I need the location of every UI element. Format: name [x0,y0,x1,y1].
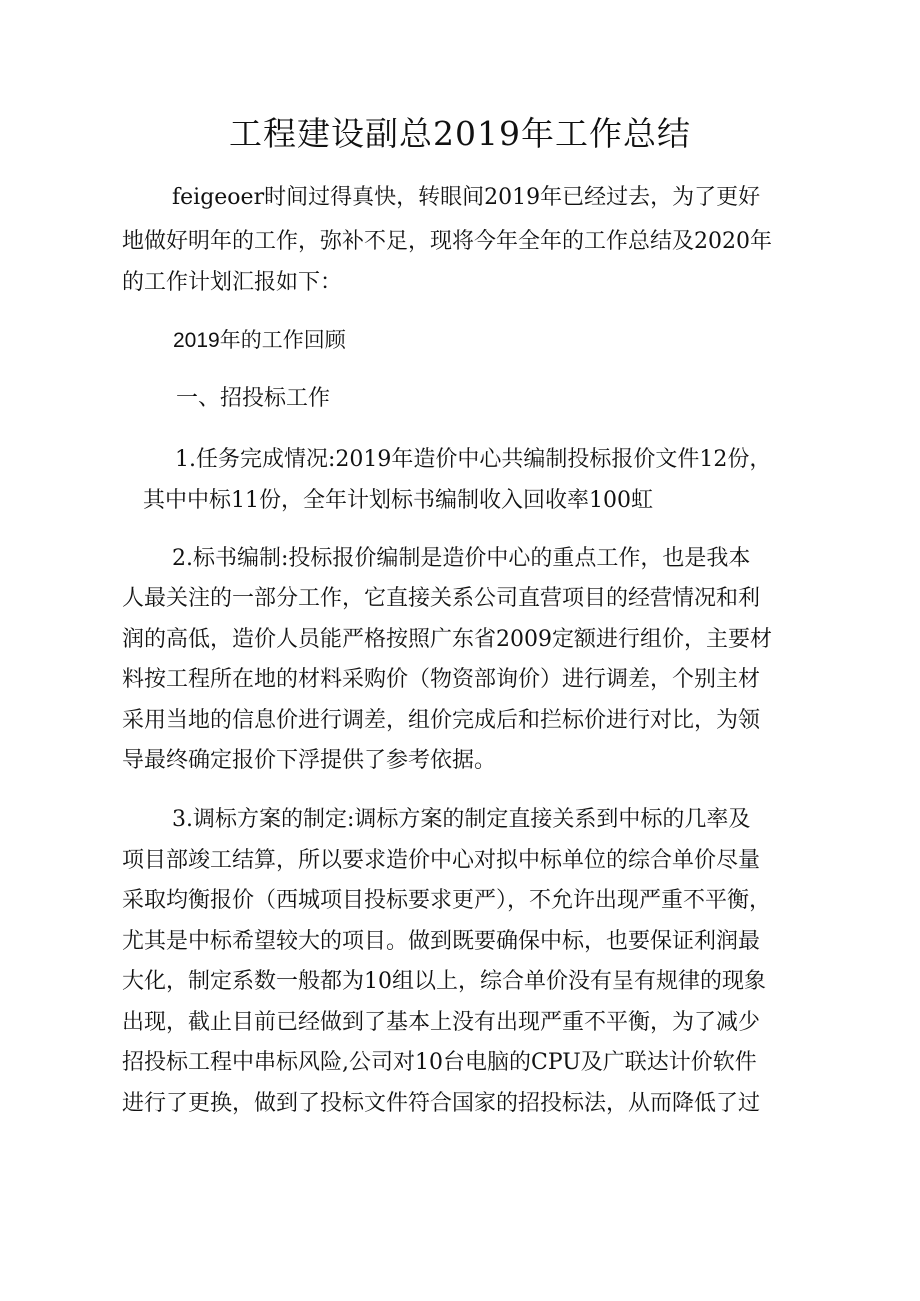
item3-line-4: 尤其是中标希望较大的项目。做到既要确保中标，也要保证利润最 [122,929,761,954]
section-heading: 2019年的工作回顾 [173,329,346,352]
item2-line-2: 人最关注的一部分工作，它直接关系公司直营项目的经营情况和利 [122,586,761,611]
intro-line-3: 的工作计划汇报如下： [122,270,343,295]
item3-line-6: 出现，截止目前已经做到了基本上没有出现严重不平衡，为了减少 [122,1010,761,1035]
item2-line-1: 2.标书编制:投标报价编制是造价中心的重点工作，也是我本 [172,546,751,571]
item2-line-6: 导最终确定报价下浮提供了参考依据。 [122,748,497,773]
item3-line-3: 采取均衡报价（西城项目投标要求更严），不允许出现严重不平衡， [122,888,772,913]
item2-line-5: 采用当地的信息价进行调差，组价完成后和拦标价进行对比，为领 [122,708,761,733]
item3-line-8: 进行了更换，做到了投标文件符合国家的招投标法，从而降低了过 [122,1091,761,1116]
item1-line-1: 1.任务完成情况:2019年造价中心共编制投标报价文件12份， [175,447,772,472]
item3-line-1: 3.调标方案的制定:调标方案的制定直接关系到中标的几率及 [172,807,751,832]
item2-line-3: 润的高低，造价人员能严格按照广东省2009定额进行组价，主要材 [122,627,772,652]
document-title: 工程建设副总2019年工作总结 [229,114,691,153]
intro-line-1: feigeoer时间过得真快，转眼间2019年已经过去，为了更好 [172,185,761,210]
item2-line-4: 料按工程所在地的材料采购价（物资部询价）进行调差，个别主材 [122,667,761,692]
item3-line-7: 招投标工程中串标风险,公司对10台电脑的CPU及广联达计价软件 [122,1050,757,1075]
item3-line-2: 项目部竣工结算，所以要求造价中心对拟中标单位的综合单价尽量 [122,848,761,873]
item1-line-2: 其中中标11份，全年计划标书编制收入回收率100虹 [143,488,653,513]
intro-line-2: 地做好明年的工作，弥补不足，现将今年全年的工作总结及2020年 [122,229,772,254]
subsection-heading: 一、招投标工作 [176,386,331,411]
item3-line-5: 大化，制定系数一般都为10组以上，综合单价没有呈有规律的现象 [122,969,766,994]
